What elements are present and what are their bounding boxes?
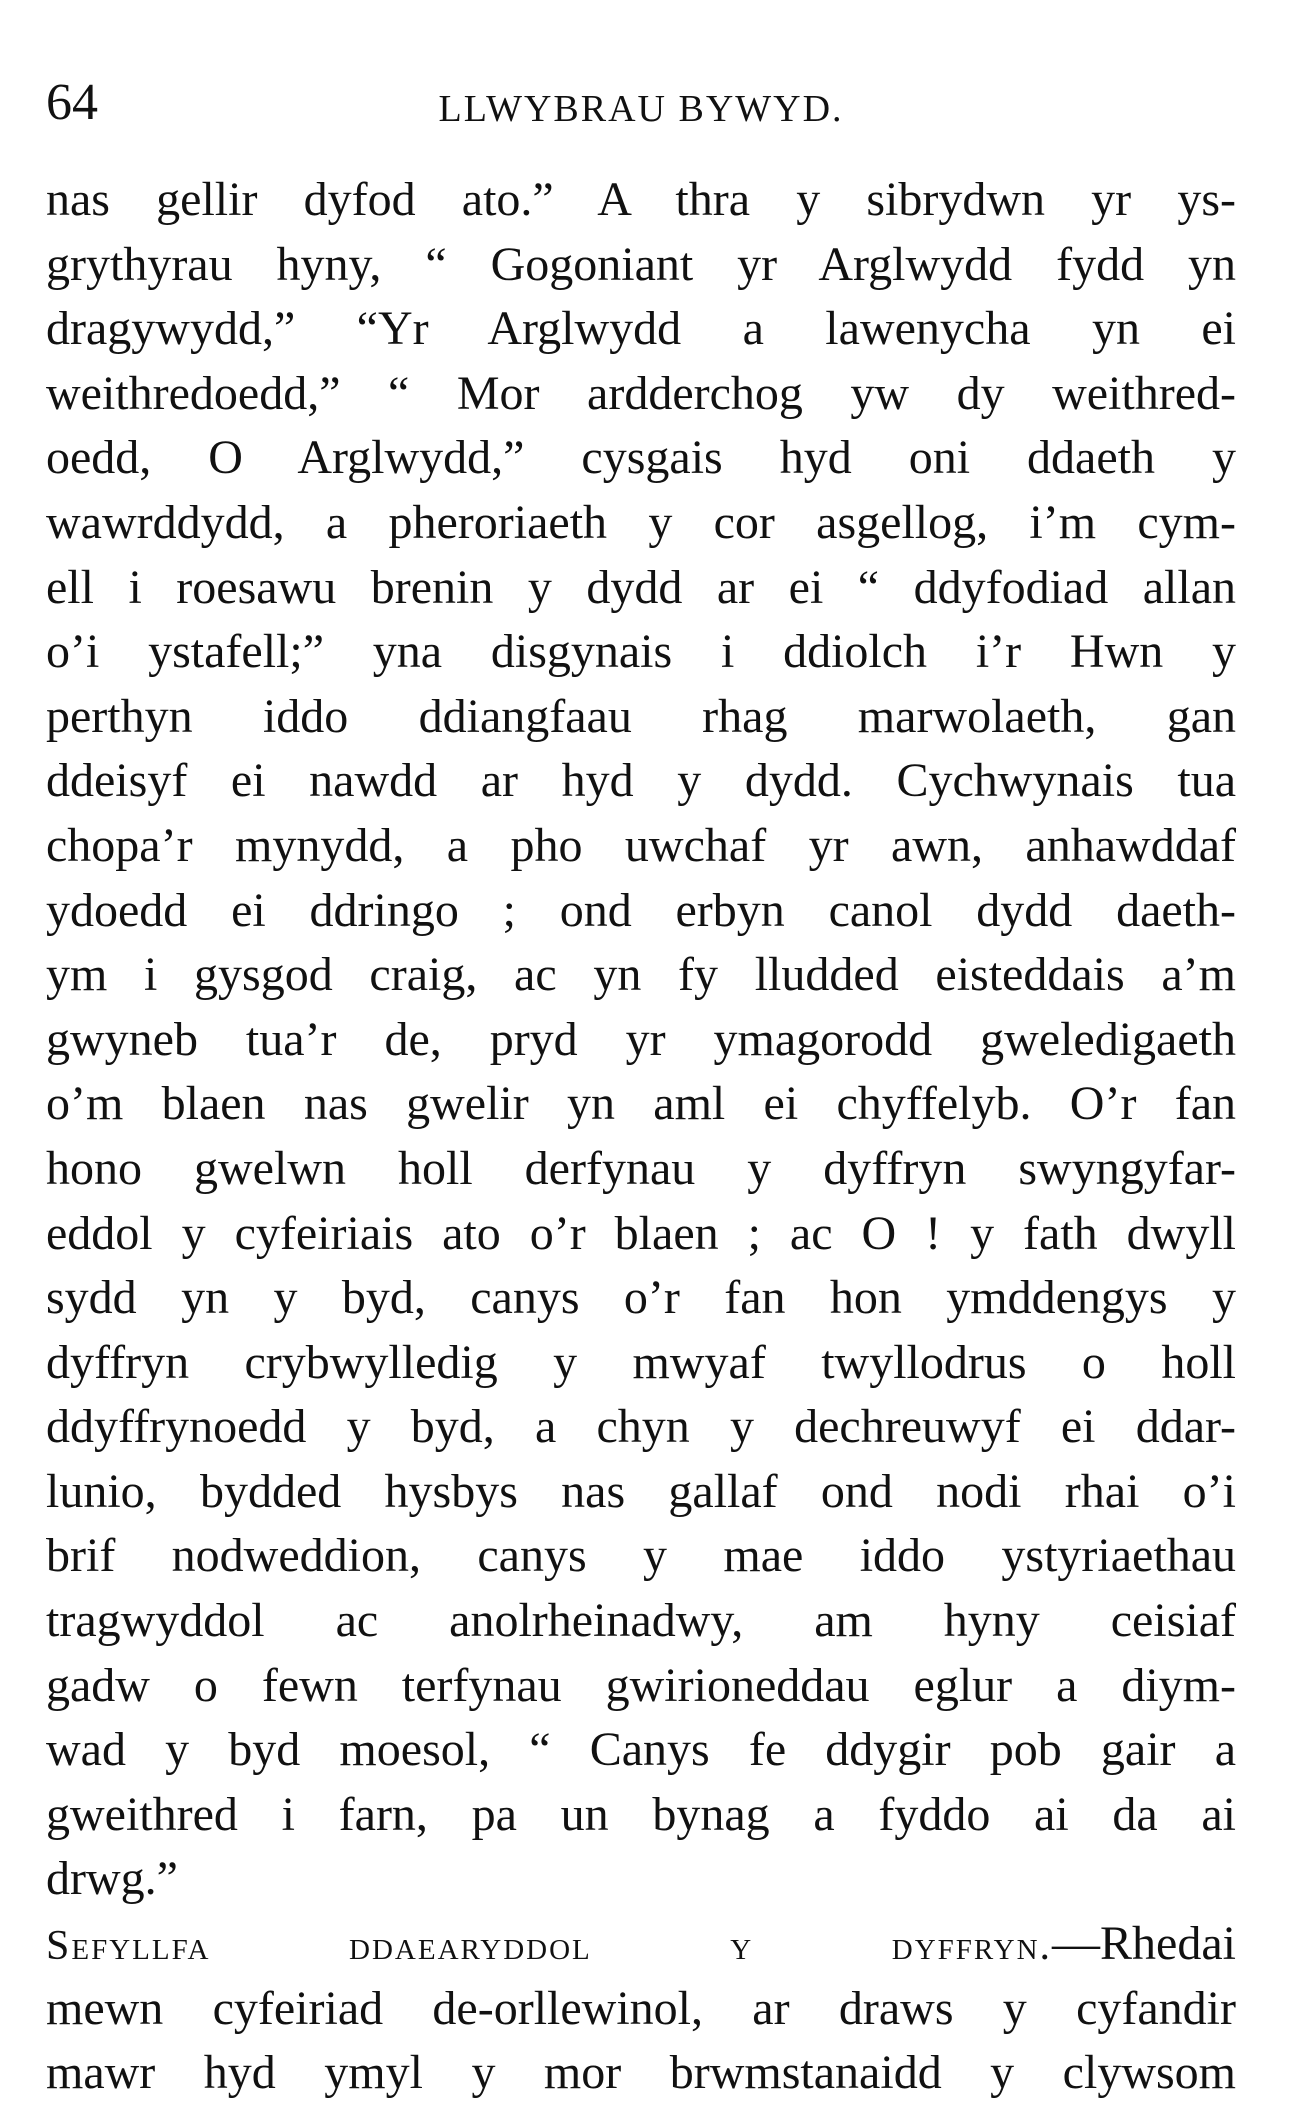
text-line: ddeisyf ei nawdd ar hyd y dydd. Cychwynais tua bbox=[46, 754, 1236, 808]
text-line: nas gellir dyfod ato.” A thra y sibrydwn yr ys- bbox=[46, 173, 1236, 226]
section-first-line bbox=[46, 1912, 1236, 1977]
text-line: wawrddydd, a pheroriaeth y cor asgellog, i’m cym- bbox=[46, 495, 1236, 549]
text-line: grythyrau hyny, “ Gogoniant yr Arglwydd fydd yn bbox=[46, 237, 1236, 291]
body-text bbox=[46, 168, 1236, 2106]
text-line: hono gwelwn holl derfynau y dyffryn swyngyfar- bbox=[46, 1141, 1236, 1195]
text-line: lunio, bydded hysbys nas gallaf ond nodi rhai o’i bbox=[46, 1464, 1236, 1518]
text-line: ydoedd ei ddringo ; ond erbyn canol dydd daeth- bbox=[46, 883, 1236, 937]
text-line: gweithred i farn, pa un bynag a fyddo ai da ai bbox=[46, 1787, 1236, 1841]
text-line: chopa’r mynydd, a pho uwchaf yr awn, anhawddaf bbox=[46, 818, 1236, 872]
text-line: weithredoedd,” “ Mor ardderchog yw dy weithred- bbox=[46, 366, 1236, 420]
text-line: perthyn iddo ddiangfaau rhag marwolaeth, gan bbox=[46, 689, 1236, 743]
text-line: gadw o fewn terfynau gwirioneddau eglur a diym- bbox=[46, 1658, 1236, 1712]
text-line: tragwyddol ac anolrheinadwy, am hyny ceisiaf bbox=[46, 1594, 1236, 1648]
section-heading-continuation: —Rhedai bbox=[1052, 1917, 1236, 1971]
section-heading: Sefyllfa ddaearyddol y dyffryn. bbox=[46, 1923, 1053, 1970]
text-line: mawr hyd ymyl y mor brwmstanaidd y clywsom bbox=[46, 2046, 1236, 2100]
text-line: gwyneb tua’r de, pryd yr ymagorodd gweledigaeth bbox=[46, 1012, 1236, 1066]
text-line: mewn cyfeiriad de-orllewinol, ar draws y cyfandir bbox=[46, 1981, 1236, 2035]
text-line: wad y byd moesol, “ Canys fe ddygir pob gair a bbox=[46, 1723, 1236, 1777]
text-line: ddyffrynoedd y byd, a chyn y dechreuwyf ei ddar- bbox=[46, 1400, 1236, 1454]
text-line: drwg.” bbox=[46, 1852, 178, 1906]
text-line: brif nodweddion, canys y mae iddo ystyriaethau bbox=[46, 1529, 1236, 1583]
page-number: 64 bbox=[46, 74, 98, 131]
running-title: LLWYBRAU BYWYD. bbox=[438, 88, 844, 130]
text-line: sydd yn y byd, canys o’r fan hon ymddengys y bbox=[46, 1271, 1236, 1325]
text-line: oedd, O Arglwydd,” cysgais hyd oni ddaeth y bbox=[46, 431, 1236, 485]
page-header bbox=[46, 58, 1236, 148]
text-line: ell i roesawu brenin y dydd ar ei “ ddyfodiad allan bbox=[46, 560, 1236, 614]
text-line: ym i gysgod craig, ac yn fy lludded eisteddais a’m bbox=[46, 948, 1236, 1002]
text-line: o’i ystafell;” yna disgynais i ddiolch i’r Hwn y bbox=[46, 625, 1236, 679]
text-line: dyffryn crybwylledig y mwyaf twyllodrus o holl bbox=[46, 1335, 1236, 1389]
text-line: eddol y cyfeiriais ato o’r blaen ; ac O ! y fath dwyll bbox=[46, 1206, 1236, 1260]
text-line: dragywydd,” “Yr Arglwydd a lawenycha yn ei bbox=[46, 302, 1236, 356]
text-line: o’m blaen nas gwelir yn aml ei chyffelyb. O’r fan bbox=[46, 1077, 1236, 1131]
